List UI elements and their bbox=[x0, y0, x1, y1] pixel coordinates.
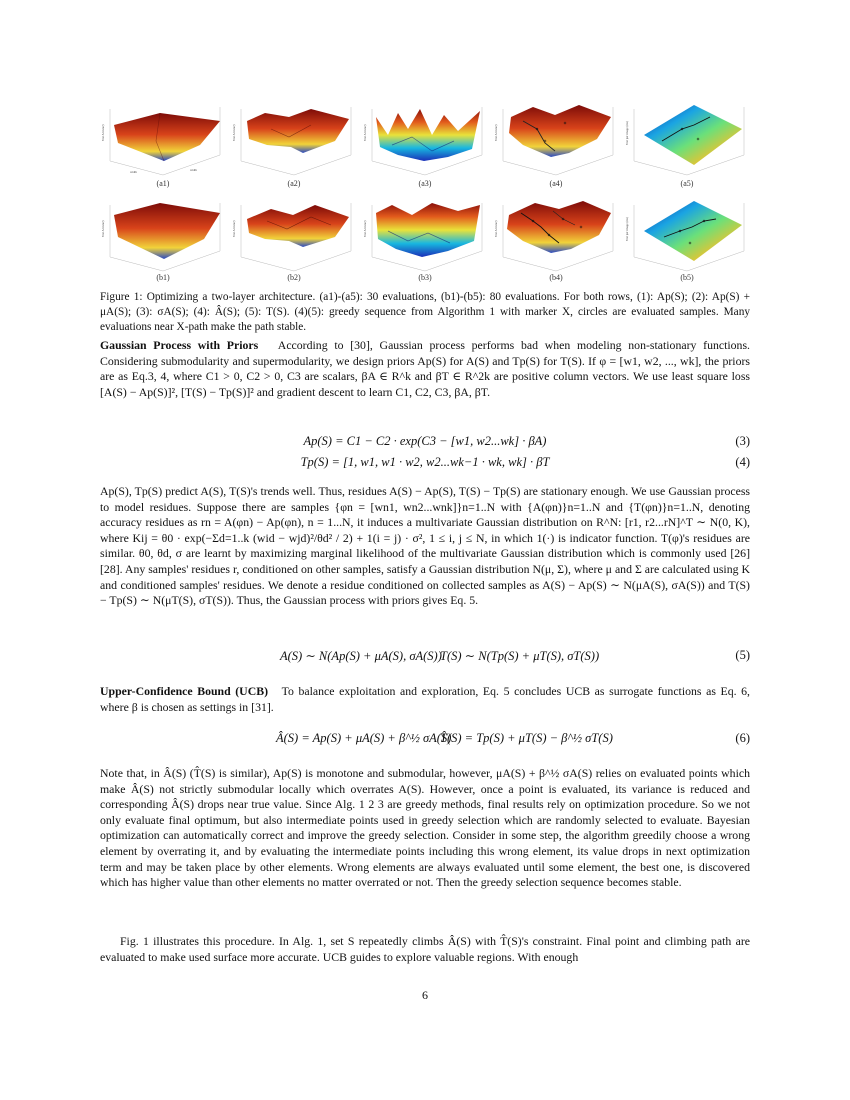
svg-text:width: width bbox=[130, 170, 137, 174]
panel-label-b1: (b1) bbox=[156, 273, 170, 282]
figure-caption: Figure 1: Optimizing a two-layer architecture. (a1)-(a5): 30 evaluations, (b1)-(b5): 80 evaluations. For both rows, (1): Ap(S); (2): Ap(S) + μA(S); (3): σA(S); (4): Â(S); (5): T(S). (4)(5): greedy sequence from Algorithm 1 with marker X, circles are evaluated samples. Many evaluations near X-path make the path stable. bbox=[100, 291, 750, 333]
svg-text:Test Accuracy: Test Accuracy bbox=[232, 219, 236, 237]
equation-5 bbox=[100, 648, 750, 666]
svg-text:width: width bbox=[190, 168, 197, 172]
panel-label-b5: (b5) bbox=[680, 273, 694, 282]
paragraph-gp: Ap(S), Tp(S) predict A(S), T(S)'s trends well. Thus, residues A(S) − Ap(S), T(S) − Tp(S) are stationary enough. We use Gaussian process to model residues. Suppose there are samples {φn = [wn1, wn2...wnk]}n=1..N with {A(φn)}n=1..N and {T(φn)}n=1..N, denoting accuracy residues as rn = A(φn) − Ap(φn), n = 1...N, it induces a multivariate Gaussian distribution on R^N: [r1, r2...rN]^T ∼ N(0, K), where Kij = θ0 · exp(−Σd=1..k (wid − wjd)²/θd² / 2) + 1(i = j) · σ², 1 ≤ i, j ≤ N, in which 1(·) is indicator function. T(φ)'s residues are similar. θ0, θd, σ are learnt by maximizing marginal likelihood of the multivariate Gaussian distribution which is commonly used [26][28]. Any samples' residues r, conditioned on other samples, satisfy a Gaussian distribution N(μ, Σ), where μ and Σ are calculated using K and conditioned samples' residues. We denote a residue conditioned on collected samples as A(S) − Ap(S) ∼ N(μA(S), σA(S)) and T(S) − Tp(S) ∼ N(μT(S), σT(S)). Thus, the Gaussian process with priors gives Eq. 5. bbox=[100, 484, 750, 608]
equation-4 bbox=[100, 455, 750, 473]
panel-b3 bbox=[362, 191, 488, 273]
svg-text:Test Accuracy: Test Accuracy bbox=[101, 123, 105, 141]
section-gp-priors bbox=[100, 338, 750, 400]
panel-a4 bbox=[493, 95, 619, 177]
panel-a5 bbox=[624, 95, 750, 177]
panel-b1 bbox=[100, 191, 226, 273]
panel-a2 bbox=[231, 95, 357, 177]
equation-number: (6) bbox=[735, 731, 750, 745]
panel-label-b4: (b4) bbox=[549, 273, 563, 282]
figure-1 bbox=[100, 95, 750, 285]
equation-right: T̂(S) = Tp(S) + μT(S) − β^½ σT(S) bbox=[440, 731, 613, 745]
panel-label-b3: (b3) bbox=[418, 273, 432, 282]
equation-text: Tp(S) = [1, w1, w1 · w2, w2...wk−1 · wk, wk] · βT bbox=[300, 455, 550, 469]
svg-text:Test per image (ms): Test per image (ms) bbox=[625, 217, 629, 241]
equation-3 bbox=[100, 434, 750, 452]
equation-right: T(S) ∼ N(Tp(S) + μT(S), σT(S)) bbox=[440, 649, 600, 663]
panel-label-a3: (a3) bbox=[418, 179, 432, 188]
section-ucb bbox=[100, 684, 750, 715]
equation-text: Ap(S) = C1 − C2 · exp(C3 − [w1, w2...wk] · βA) bbox=[303, 434, 547, 448]
section-heading: Upper-Confidence Bound (UCB) bbox=[100, 684, 269, 698]
svg-text:Test Accuracy: Test Accuracy bbox=[363, 219, 367, 237]
equation-left: A(S) ∼ N(Ap(S) + μA(S), σA(S)) bbox=[280, 649, 442, 663]
svg-text:Test Accuracy: Test Accuracy bbox=[494, 123, 498, 141]
paragraph-text: Fig. 1 illustrates this procedure. In Alg. 1, set S repeatedly climbs Â(S) with T̂(S)'s constraint. Final point and climbing path are evaluated to make used surface more accurate. UCB guides to explore valuable regions. With enough bbox=[100, 934, 750, 964]
svg-text:Test per image (ms): Test per image (ms) bbox=[625, 121, 629, 145]
equation-number: (5) bbox=[735, 648, 750, 662]
equation-number: (3) bbox=[735, 434, 750, 448]
panel-a3 bbox=[362, 95, 488, 177]
paragraph-fig-illustration bbox=[100, 934, 750, 965]
svg-text:Test Accuracy: Test Accuracy bbox=[494, 219, 498, 237]
svg-text:Test Accuracy: Test Accuracy bbox=[363, 123, 367, 141]
equation-6 bbox=[100, 731, 750, 749]
equation-number: (4) bbox=[735, 455, 750, 469]
equation-left: Â(S) = Ap(S) + μA(S) + β^½ σA(S) bbox=[276, 731, 452, 745]
svg-text:Test Accuracy: Test Accuracy bbox=[101, 219, 105, 237]
section-text: According to [30], Gaussian process performs bad when modeling non-stationary functions. Considering submodularity and supermodularity, we design priors Ap(S) for A(S) and Tp(S) for T(S). If φ = [w1, w2, ..., wk], the priors are as Eq.3, 4, where C1 > 0, C2 > 0, C3 are scalars, βA ∈ R^k and βT ∈ R^2k are positive column vectors. We use least square loss [A(S) − Ap(S)]², [T(S) − Tp(S)]² and gradient descent to learn C1, C2, C3, βA, βT. bbox=[100, 338, 750, 399]
panel-label-a5: (a5) bbox=[680, 179, 694, 188]
panel-b4 bbox=[493, 191, 619, 273]
panel-label-a4: (a4) bbox=[549, 179, 563, 188]
panel-label-a1: (a1) bbox=[156, 179, 170, 188]
panel-b5 bbox=[624, 191, 750, 273]
svg-text:Test Accuracy: Test Accuracy bbox=[232, 123, 236, 141]
page-number: 6 bbox=[422, 988, 428, 1002]
panel-a1 bbox=[100, 95, 226, 177]
paragraph-ucb-analysis: Note that, in Â(S) (T̂(S) is similar), Ap(S) is monotone and submodular, however, μA(S) + β^½ σA(S) relies on evaluated points which make Â(S) not strictly submodular locally which overrates A(S). However, once a point is evaluated, its variance is reduced and corresponding Â(S) drops near true value. Since Alg. 1 2 3 are greedy methods, final results rely on optimization procedure. So we not only evaluate final optimum, but also intermediate points used in greedy selection which are randomly selected to evaluate. Bayesian optimization can automatically correct and improve the greedy selection. Consider in some step, the algorithm greedily choose a wrong element by overrating it, and by evaluating the intermediate points including this wrong element, its value drops in next optimization term and may be taken place by other elements. Wrong elements are always evaluated until some element, the best one, is discovered which has higher value than other elements no matter overrated or not. Then the greedy selection sequence becomes stable. bbox=[100, 766, 750, 890]
panel-label-b2: (b2) bbox=[287, 273, 301, 282]
panel-b2 bbox=[231, 191, 357, 273]
panel-label-a2: (a2) bbox=[287, 179, 301, 188]
section-text: To balance exploitation and exploration, Eq. 5 concludes UCB as surrogate functions as Eq. 6, where β is chosen as settings in [31]. bbox=[100, 684, 751, 714]
section-heading: Gaussian Process with Priors bbox=[100, 338, 259, 352]
